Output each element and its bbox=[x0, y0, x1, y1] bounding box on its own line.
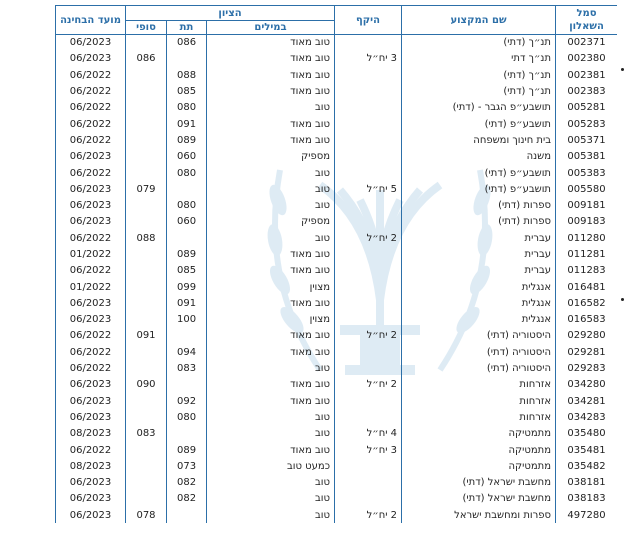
exam-date: 06/2022 bbox=[56, 116, 126, 132]
final-grade bbox=[126, 263, 167, 279]
exam-code: 034281 bbox=[556, 393, 617, 409]
final-grade bbox=[126, 197, 167, 213]
subject-name: היסטוריה (דתי) bbox=[402, 360, 556, 376]
subject-name: מתמטיקה bbox=[402, 442, 556, 458]
section-grade: 092 bbox=[167, 393, 207, 409]
study-units bbox=[335, 197, 402, 213]
study-units: 5 יח״ל bbox=[335, 181, 402, 197]
header-final: סופי bbox=[126, 21, 167, 35]
section-grade bbox=[167, 51, 207, 67]
exam-code: 011283 bbox=[556, 263, 617, 279]
certificate-sheet bbox=[55, 5, 617, 537]
exam-code: 016481 bbox=[556, 279, 617, 295]
exam-code: 011281 bbox=[556, 246, 617, 262]
table-row bbox=[56, 426, 618, 442]
exam-code: 005381 bbox=[556, 149, 617, 165]
study-units bbox=[335, 393, 402, 409]
subject-name: ספרות (דתי) bbox=[402, 214, 556, 230]
exam-code: 005281 bbox=[556, 100, 617, 116]
table-row bbox=[56, 181, 618, 197]
grade-words: טוב מאוד bbox=[207, 393, 335, 409]
grade-words: טוב מאוד bbox=[207, 344, 335, 360]
exam-date: 06/2023 bbox=[56, 214, 126, 230]
final-grade bbox=[126, 100, 167, 116]
grades-table bbox=[55, 5, 617, 523]
exam-date: 06/2022 bbox=[56, 263, 126, 279]
study-units: 2 יח״ל bbox=[335, 377, 402, 393]
final-grade bbox=[126, 491, 167, 507]
grade-words: טוב bbox=[207, 507, 335, 523]
subject-name: היסטוריה (דתי) bbox=[402, 328, 556, 344]
exam-code: 002380 bbox=[556, 51, 617, 67]
study-units: 2 יח״ל bbox=[335, 507, 402, 523]
table-row bbox=[56, 116, 618, 132]
grade-words: טוב מאוד bbox=[207, 295, 335, 311]
section-grade: 086 bbox=[167, 35, 207, 51]
exam-date: 06/2022 bbox=[56, 344, 126, 360]
final-grade bbox=[126, 475, 167, 491]
table-row bbox=[56, 507, 618, 523]
exam-date: 06/2022 bbox=[56, 328, 126, 344]
header-exam-date: מועד הבחינה bbox=[56, 6, 126, 35]
exam-date: 06/2022 bbox=[56, 360, 126, 376]
study-units bbox=[335, 246, 402, 262]
grade-words: כמעט טוב bbox=[207, 458, 335, 474]
exam-code: 005580 bbox=[556, 181, 617, 197]
grade-words: מצוין bbox=[207, 279, 335, 295]
subject-name: ספרות (דתי) bbox=[402, 197, 556, 213]
subject-name: אנגלית bbox=[402, 279, 556, 295]
exam-date: 06/2023 bbox=[56, 491, 126, 507]
table-row bbox=[56, 279, 618, 295]
table-row bbox=[56, 360, 618, 376]
table-row bbox=[56, 165, 618, 181]
subject-name: אזרחות bbox=[402, 393, 556, 409]
subject-name: תנ״ך (דתי) bbox=[402, 35, 556, 51]
subject-name: עברית bbox=[402, 230, 556, 246]
section-grade: 089 bbox=[167, 246, 207, 262]
study-units bbox=[335, 132, 402, 148]
final-grade bbox=[126, 295, 167, 311]
study-units: 2 יח״ל bbox=[335, 230, 402, 246]
exam-date: 06/2023 bbox=[56, 51, 126, 67]
section-grade bbox=[167, 377, 207, 393]
exam-code: 005383 bbox=[556, 165, 617, 181]
section-grade: 099 bbox=[167, 279, 207, 295]
grade-words: טוב מאוד bbox=[207, 51, 335, 67]
table-row bbox=[56, 51, 618, 67]
table-row bbox=[56, 83, 618, 99]
subject-name: מחשבת ישראל (דתי) bbox=[402, 491, 556, 507]
exam-code: 029280 bbox=[556, 328, 617, 344]
exam-code: 029281 bbox=[556, 344, 617, 360]
exam-date: 06/2022 bbox=[56, 83, 126, 99]
table-row bbox=[56, 132, 618, 148]
grade-words: טוב bbox=[207, 230, 335, 246]
subject-name: משנה bbox=[402, 149, 556, 165]
grade-words: טוב מאוד bbox=[207, 263, 335, 279]
grade-words: טוב bbox=[207, 197, 335, 213]
final-grade bbox=[126, 409, 167, 425]
section-grade: 082 bbox=[167, 475, 207, 491]
header-subject: שם המקצוע bbox=[402, 6, 556, 35]
subject-name: היסטוריה (דתי) bbox=[402, 344, 556, 360]
table-row bbox=[56, 458, 618, 474]
study-units bbox=[335, 409, 402, 425]
exam-code: 029283 bbox=[556, 360, 617, 376]
table-row bbox=[56, 214, 618, 230]
exam-date: 08/2023 bbox=[56, 426, 126, 442]
subject-name: ספרות ומחשבת ישראל bbox=[402, 507, 556, 523]
final-grade: 090 bbox=[126, 377, 167, 393]
subject-name: תושבע״פ (דתי) bbox=[402, 116, 556, 132]
exam-date: 08/2023 bbox=[56, 458, 126, 474]
subject-name: אנגלית bbox=[402, 295, 556, 311]
header-scope: היקף bbox=[335, 6, 402, 35]
subject-name: אזרחות bbox=[402, 377, 556, 393]
study-units: 4 יח״ל bbox=[335, 426, 402, 442]
table-row bbox=[56, 491, 618, 507]
grade-words: טוב bbox=[207, 409, 335, 425]
study-units bbox=[335, 475, 402, 491]
table-row bbox=[56, 442, 618, 458]
table-row bbox=[56, 149, 618, 165]
exam-date: 06/2023 bbox=[56, 35, 126, 51]
table-row bbox=[56, 197, 618, 213]
subject-name: מחשבת ישראל (דתי) bbox=[402, 475, 556, 491]
study-units bbox=[335, 116, 402, 132]
exam-code: 002381 bbox=[556, 67, 617, 83]
exam-code: 034283 bbox=[556, 409, 617, 425]
grade-words: טוב bbox=[207, 475, 335, 491]
exam-code: 016582 bbox=[556, 295, 617, 311]
exam-date: 06/2022 bbox=[56, 67, 126, 83]
exam-date: 06/2023 bbox=[56, 312, 126, 328]
final-grade: 091 bbox=[126, 328, 167, 344]
table-row bbox=[56, 100, 618, 116]
grade-words: מספיק bbox=[207, 214, 335, 230]
exam-date: 06/2022 bbox=[56, 230, 126, 246]
margin-dot-middle bbox=[621, 298, 624, 301]
exam-code: 038183 bbox=[556, 491, 617, 507]
subject-name: בית חינוך ומשפחה bbox=[402, 132, 556, 148]
final-grade bbox=[126, 442, 167, 458]
final-grade bbox=[126, 279, 167, 295]
grade-words: טוב מאוד bbox=[207, 35, 335, 51]
grades-table-body bbox=[56, 35, 618, 524]
study-units bbox=[335, 458, 402, 474]
final-grade bbox=[126, 360, 167, 376]
margin-dot-top bbox=[621, 68, 624, 71]
exam-date: 06/2023 bbox=[56, 197, 126, 213]
final-grade bbox=[126, 393, 167, 409]
final-grade bbox=[126, 344, 167, 360]
grade-words: טוב bbox=[207, 426, 335, 442]
exam-code: 005283 bbox=[556, 116, 617, 132]
exam-code: 002383 bbox=[556, 83, 617, 99]
exam-date: 06/2023 bbox=[56, 475, 126, 491]
exam-date: 06/2023 bbox=[56, 149, 126, 165]
final-grade bbox=[126, 116, 167, 132]
header-words: במילים bbox=[207, 21, 335, 35]
section-grade: 080 bbox=[167, 100, 207, 116]
exam-code: 016583 bbox=[556, 312, 617, 328]
table-row bbox=[56, 328, 618, 344]
grade-words: טוב מאוד bbox=[207, 67, 335, 83]
table-row bbox=[56, 393, 618, 409]
section-grade: 080 bbox=[167, 409, 207, 425]
study-units bbox=[335, 83, 402, 99]
final-grade bbox=[126, 35, 167, 51]
grade-words: טוב מאוד bbox=[207, 442, 335, 458]
study-units bbox=[335, 35, 402, 51]
section-grade: 085 bbox=[167, 263, 207, 279]
study-units bbox=[335, 100, 402, 116]
section-grade: 089 bbox=[167, 132, 207, 148]
section-grade: 060 bbox=[167, 214, 207, 230]
section-grade: 080 bbox=[167, 165, 207, 181]
exam-date: 06/2023 bbox=[56, 409, 126, 425]
grade-words: טוב מאוד bbox=[207, 328, 335, 344]
exam-code: 497280 bbox=[556, 507, 617, 523]
subject-name: מתמטיקה bbox=[402, 426, 556, 442]
exam-code: 035481 bbox=[556, 442, 617, 458]
study-units: 3 יח״ל bbox=[335, 442, 402, 458]
header-grade-group: הציון bbox=[126, 6, 335, 21]
exam-code: 034280 bbox=[556, 377, 617, 393]
exam-date: 06/2022 bbox=[56, 132, 126, 148]
table-row bbox=[56, 246, 618, 262]
table-row bbox=[56, 312, 618, 328]
exam-date: 06/2023 bbox=[56, 507, 126, 523]
subject-name: עברית bbox=[402, 246, 556, 262]
final-grade bbox=[126, 165, 167, 181]
table-row bbox=[56, 344, 618, 360]
table-row bbox=[56, 295, 618, 311]
header-section: תת bbox=[167, 21, 207, 35]
table-row bbox=[56, 409, 618, 425]
exam-code: 002371 bbox=[556, 35, 617, 51]
study-units bbox=[335, 279, 402, 295]
subject-name: תושבע״פ הגבר - (דתי) bbox=[402, 100, 556, 116]
study-units bbox=[335, 214, 402, 230]
section-grade: 060 bbox=[167, 149, 207, 165]
table-row bbox=[56, 67, 618, 83]
table-row bbox=[56, 475, 618, 491]
grade-words: מספיק bbox=[207, 149, 335, 165]
section-grade: 094 bbox=[167, 344, 207, 360]
section-grade bbox=[167, 328, 207, 344]
grade-words: טוב מאוד bbox=[207, 246, 335, 262]
grade-words: טוב מאוד bbox=[207, 377, 335, 393]
section-grade: 085 bbox=[167, 83, 207, 99]
final-grade bbox=[126, 132, 167, 148]
grade-words: טוב bbox=[207, 100, 335, 116]
grade-words: טוב bbox=[207, 181, 335, 197]
exam-code: 009181 bbox=[556, 197, 617, 213]
exam-code: 011280 bbox=[556, 230, 617, 246]
study-units bbox=[335, 491, 402, 507]
study-units: 2 יח״ל bbox=[335, 328, 402, 344]
section-grade: 091 bbox=[167, 116, 207, 132]
subject-name: מתמטיקה bbox=[402, 458, 556, 474]
section-grade bbox=[167, 426, 207, 442]
exam-date: 06/2022 bbox=[56, 442, 126, 458]
study-units bbox=[335, 149, 402, 165]
final-grade: 083 bbox=[126, 426, 167, 442]
study-units bbox=[335, 295, 402, 311]
exam-date: 01/2022 bbox=[56, 279, 126, 295]
subject-name: תנ״ך (דתי) bbox=[402, 83, 556, 99]
section-grade: 082 bbox=[167, 491, 207, 507]
section-grade bbox=[167, 181, 207, 197]
final-grade bbox=[126, 214, 167, 230]
section-grade: 083 bbox=[167, 360, 207, 376]
final-grade bbox=[126, 149, 167, 165]
final-grade bbox=[126, 246, 167, 262]
final-grade: 078 bbox=[126, 507, 167, 523]
section-grade bbox=[167, 230, 207, 246]
exam-date: 06/2023 bbox=[56, 393, 126, 409]
subject-name: אזרחות bbox=[402, 409, 556, 425]
section-grade: 088 bbox=[167, 67, 207, 83]
study-units bbox=[335, 360, 402, 376]
exam-code: 035482 bbox=[556, 458, 617, 474]
final-grade bbox=[126, 312, 167, 328]
study-units: 3 יח״ל bbox=[335, 51, 402, 67]
exam-date: 06/2023 bbox=[56, 295, 126, 311]
final-grade: 088 bbox=[126, 230, 167, 246]
table-row bbox=[56, 377, 618, 393]
grade-words: טוב מאוד bbox=[207, 132, 335, 148]
exam-date: 06/2022 bbox=[56, 165, 126, 181]
exam-date: 06/2023 bbox=[56, 377, 126, 393]
study-units bbox=[335, 67, 402, 83]
study-units bbox=[335, 344, 402, 360]
table-row bbox=[56, 35, 618, 51]
study-units bbox=[335, 263, 402, 279]
final-grade bbox=[126, 83, 167, 99]
subject-name: תנ״ך (דתי) bbox=[402, 67, 556, 83]
final-grade: 086 bbox=[126, 51, 167, 67]
section-grade: 100 bbox=[167, 312, 207, 328]
exam-code: 005371 bbox=[556, 132, 617, 148]
exam-date: 06/2023 bbox=[56, 181, 126, 197]
section-grade: 091 bbox=[167, 295, 207, 311]
section-grade bbox=[167, 507, 207, 523]
subject-name: אנגלית bbox=[402, 312, 556, 328]
study-units bbox=[335, 165, 402, 181]
grade-words: טוב bbox=[207, 491, 335, 507]
section-grade: 089 bbox=[167, 442, 207, 458]
exam-date: 01/2022 bbox=[56, 246, 126, 262]
study-units bbox=[335, 312, 402, 328]
table-row bbox=[56, 230, 618, 246]
grade-words: טוב bbox=[207, 165, 335, 181]
final-grade bbox=[126, 458, 167, 474]
section-grade: 073 bbox=[167, 458, 207, 474]
table-row bbox=[56, 263, 618, 279]
subject-name: תנ״ך דתי bbox=[402, 51, 556, 67]
final-grade: 079 bbox=[126, 181, 167, 197]
exam-code: 038181 bbox=[556, 475, 617, 491]
final-grade bbox=[126, 67, 167, 83]
grade-words: טוב מאוד bbox=[207, 83, 335, 99]
header-code: סמל השאלון bbox=[556, 6, 617, 35]
grade-words: טוב מאוד bbox=[207, 116, 335, 132]
exam-code: 009183 bbox=[556, 214, 617, 230]
subject-name: תושבע״פ (דתי) bbox=[402, 165, 556, 181]
subject-name: עברית bbox=[402, 263, 556, 279]
grade-words: טוב bbox=[207, 360, 335, 376]
exam-date: 06/2022 bbox=[56, 100, 126, 116]
grade-words: מצוין bbox=[207, 312, 335, 328]
exam-code: 035480 bbox=[556, 426, 617, 442]
section-grade: 080 bbox=[167, 197, 207, 213]
subject-name: תושבע״פ (דתי) bbox=[402, 181, 556, 197]
